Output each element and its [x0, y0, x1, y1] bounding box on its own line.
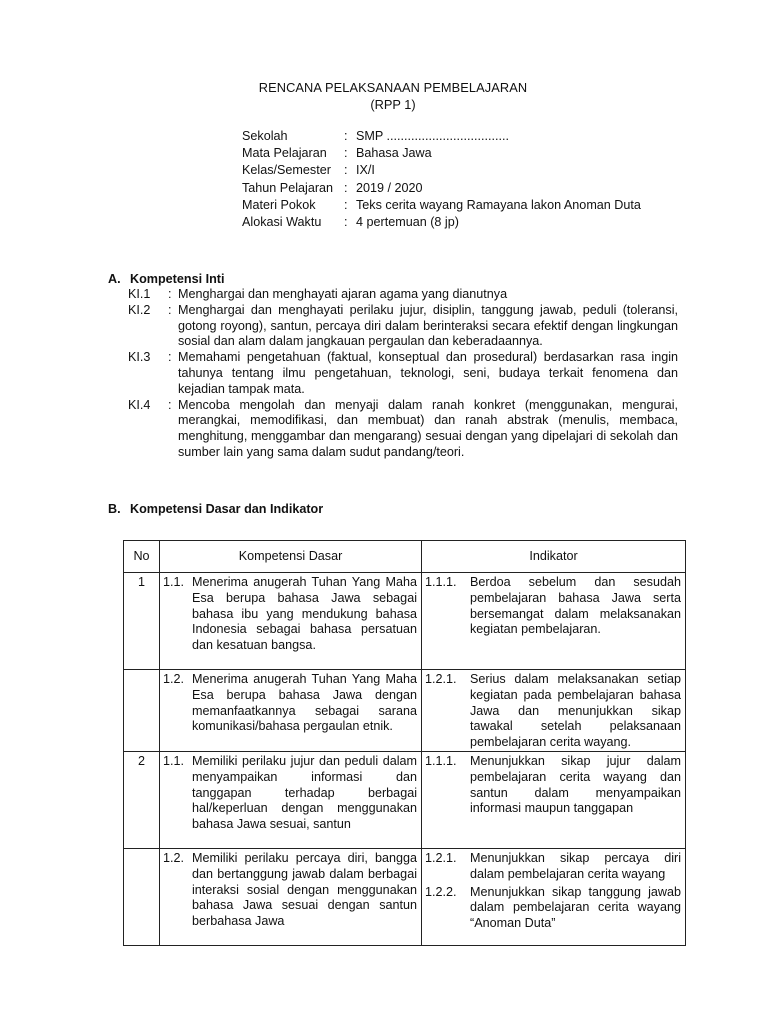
kompetensi-inti-list — [128, 287, 678, 461]
header-indikator: Indikator — [422, 541, 686, 573]
ki-code: KI.4 — [128, 397, 151, 412]
table-row — [124, 670, 686, 752]
kd-text: Memiliki perilaku jujur dan peduli dalam menyampaikan informasi dan tanggapan terhadap berbagai hal/keperluan dengan menggunakan bahasa Jawa sesuai, santun — [192, 753, 417, 832]
indikator-text: Serius dalam melaksanakan setiap kegiatan pada pembelajaran bahasa Jawa dan menunjukkan sikap tawakal setelah pelaksanaan pembelajaran cerita wayang. — [470, 672, 681, 750]
indikator-text: Menunjukkan sikap jujur dalam pembelajaran cerita wayang dan santun dalam menyampaikan informasi maupun tanggapan — [470, 753, 681, 816]
kd-cell — [160, 848, 422, 945]
kd-number: 1.1. — [163, 753, 185, 768]
section-title: Kompetensi Inti — [130, 272, 225, 286]
info-separator: : — [344, 197, 348, 212]
ki-item — [128, 350, 678, 397]
info-key: Materi Pokok — [242, 197, 316, 212]
info-separator: : — [344, 180, 348, 195]
info-key: Mata Pelajaran — [242, 146, 327, 161]
ki-code: KI.3 — [128, 350, 151, 365]
indikator-item — [422, 573, 685, 638]
identity-block — [242, 128, 641, 231]
ki-text: Menghargai dan menghayati perilaku jujur, disiplin, tanggung jawab, peduli (toleransi, gotong royong), santun, percaya diri dalam berinteraksi secara efektif dengan lingkungan sosial dan alam dalam jangkauan pergaulan dan keberadaannya. — [178, 302, 678, 349]
header-kompetensi-dasar: Kompetensi Dasar — [160, 541, 422, 573]
document-title: RENCANA PELAKSANAAN PEMBELAJARAN — [258, 80, 528, 95]
info-row-tahun-pelajaran — [242, 180, 641, 197]
indikator-number: 1.1.1. — [425, 575, 457, 589]
kd-text: Memiliki perilaku percaya diri, bangga dan bertanggung jawab dalam berbagai interaksi sosial dengan menggunakan bahasa Jawa sesuai dengan santun berbahasa Jawa — [192, 850, 417, 929]
ki-item — [128, 398, 678, 461]
info-row-kelas-semester — [242, 162, 641, 179]
info-separator: : — [344, 214, 348, 229]
info-value: 2019 / 2020 — [356, 180, 423, 195]
row-number — [124, 848, 160, 945]
document-subtitle: (RPP 1) — [370, 97, 416, 112]
ki-separator: : — [168, 350, 172, 365]
indikator-item — [422, 849, 685, 883]
kd-cell — [160, 573, 422, 670]
ki-item — [128, 287, 678, 303]
indikator-item — [422, 752, 685, 817]
indikator-item — [422, 883, 685, 932]
section-a-heading — [108, 272, 224, 286]
header-no: No — [124, 541, 160, 573]
table-row — [124, 751, 686, 848]
section-letter: A. — [108, 272, 121, 286]
row-number — [124, 670, 160, 752]
info-row-sekolah — [242, 128, 641, 145]
info-separator: : — [344, 129, 348, 143]
info-value: Bahasa Jawa — [356, 146, 432, 161]
indikator-cell — [422, 751, 686, 848]
kd-number: 1.2. — [163, 850, 185, 865]
info-separator: : — [344, 146, 348, 161]
section-b-heading — [108, 502, 323, 516]
info-row-alokasi-waktu — [242, 214, 641, 231]
kd-text: Menerima anugerah Tuhan Yang Maha Esa berupa bahasa Jawa dengan memanfaatkannya sebagai sarana komunikasi/bahasa pergaulan etnik. — [192, 672, 417, 734]
kd-cell — [160, 751, 422, 848]
indikator-cell — [422, 848, 686, 945]
info-row-mata-pelajaran — [242, 145, 641, 162]
indikator-number: 1.2.1. — [425, 850, 457, 865]
kd-number: 1.2. — [163, 672, 185, 686]
indikator-number: 1.2.2. — [425, 884, 457, 899]
row-number: 1 — [124, 573, 160, 670]
info-key: Alokasi Waktu — [242, 214, 322, 229]
ki-separator: : — [168, 287, 172, 301]
kd-item — [160, 752, 421, 833]
table-header-row — [124, 541, 686, 573]
section-letter: B. — [108, 502, 121, 516]
info-value: SMP ................................... — [356, 129, 510, 143]
ki-separator: : — [168, 397, 172, 412]
indikator-cell — [422, 670, 686, 752]
kd-item — [160, 849, 421, 930]
kd-item — [160, 573, 421, 654]
table-row — [124, 573, 686, 670]
kompetensi-table — [123, 540, 686, 946]
indikator-item — [422, 670, 685, 751]
ki-code: KI.2 — [128, 302, 151, 317]
indikator-text: Menunjukkan sikap percaya diri dalam pembelajaran cerita wayang — [470, 850, 681, 881]
kd-number: 1.1. — [163, 575, 185, 589]
ki-text: Mencoba mengolah dan menyaji dalam ranah konkret (menggunakan, mengurai, merangkai, memodifikasi, dan membuat) dan ranah abstrak (menulis, membaca, menghitung, menggambar dan mengarang) sesuai dengan yang dipelajari di sekolah dan sumber lain yang sama dalam sudut pandang/teori. — [178, 397, 678, 459]
row-number: 2 — [124, 751, 160, 848]
kd-cell — [160, 670, 422, 752]
info-value: 4 pertemuan (8 jp) — [356, 214, 459, 229]
ki-item — [128, 303, 678, 350]
indikator-text: Berdoa sebelum dan sesudah pembelajaran bahasa Jawa serta bersemangat dalam melaksanakan kegiatan pembelajaran. — [470, 575, 681, 637]
info-key: Sekolah — [242, 129, 288, 143]
info-separator: : — [344, 163, 348, 178]
kd-text: Menerima anugerah Tuhan Yang Maha Esa berupa bahasa Jawa sebagai bahasa ibu yang mendukung bahasa Indonesia sebagai bahasa persatuan dan kesatuan bangsa. — [192, 575, 417, 653]
indikator-cell — [422, 573, 686, 670]
ki-separator: : — [168, 302, 172, 317]
info-value: Teks cerita wayang Ramayana lakon Anoman Duta — [356, 197, 641, 212]
section-title: Kompetensi Dasar dan Indikator — [130, 502, 324, 516]
ki-text: Menghargai dan menghayati ajaran agama yang dianutnya — [178, 287, 508, 301]
ki-code: KI.1 — [128, 287, 151, 301]
info-key: Tahun Pelajaran — [242, 180, 334, 195]
ki-text: Memahami pengetahuan (faktual, konseptual dan prosedural) berdasarkan rasa ingin tahunya tentang ilmu pengetahuan, teknologi, seni, budaya terkait fenomena dan kejadian tampak mata. — [178, 350, 678, 396]
indikator-number: 1.1.1. — [425, 753, 457, 768]
info-value: IX/I — [356, 163, 375, 178]
info-key: Kelas/Semester — [242, 163, 331, 178]
info-row-materi-pokok — [242, 197, 641, 214]
indikator-text: Menunjukkan sikap tanggung jawab dalam pembelajaran cerita wayang “Anoman Duta” — [470, 884, 681, 931]
kd-item — [160, 670, 421, 735]
table-row — [124, 848, 686, 945]
indikator-number: 1.2.1. — [425, 672, 457, 686]
